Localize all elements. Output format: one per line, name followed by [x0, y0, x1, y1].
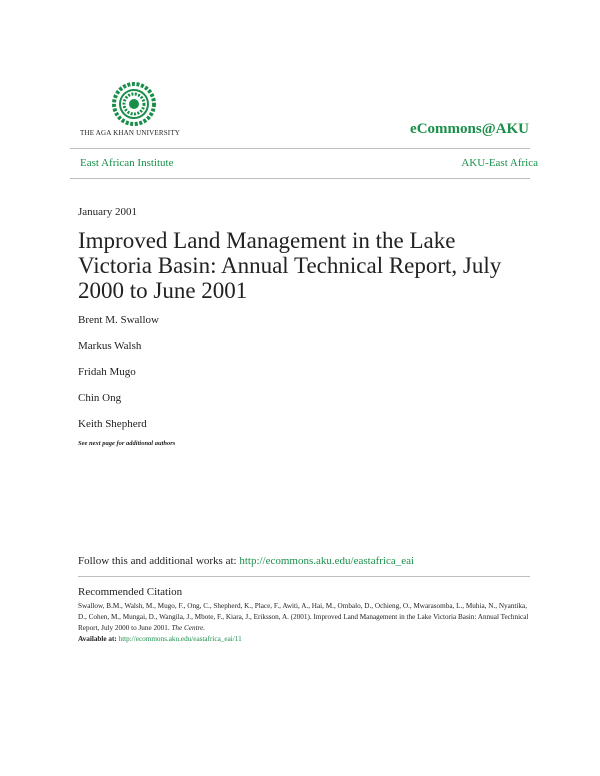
institute-link[interactable]: East African Institute — [80, 157, 174, 169]
citation-journal: The Centre. — [171, 624, 206, 632]
university-logo — [80, 82, 190, 138]
author-item: Fridah Mugo — [78, 366, 136, 378]
citation-text — [78, 601, 530, 645]
author-item: Chin Ong — [78, 392, 122, 404]
divider — [70, 148, 530, 149]
university-name: THE AGA KHAN UNIVERSITY — [80, 129, 181, 137]
author-item: Markus Walsh — [78, 340, 142, 352]
available-link[interactable]: http://ecommons.aku.edu/eastafrica_eai/11 — [118, 635, 242, 643]
divider — [70, 178, 530, 179]
follow-text: Follow this and additional works at: — [78, 555, 237, 567]
author-item: Brent M. Swallow — [78, 314, 159, 326]
collection-link[interactable]: http://ecommons.aku.edu/eastafrica_eai — [239, 555, 415, 567]
follow-line — [78, 555, 414, 567]
citation-heading: Recommended Citation — [78, 586, 183, 598]
document-title: Improved Land Management in the Lake Victoria Basin: Annual Technical Report, July 2000 to June 2001 — [78, 228, 502, 303]
available-label: Available at: — [78, 635, 117, 643]
divider — [78, 576, 530, 577]
author-list — [78, 313, 159, 443]
citation-body: Swallow, B.M., Walsh, M., Mugo, F., Ong, C., Shepherd, K., Place, F., Awiti, A., Hai, M., Ombalo, D., Ochieng, O., Mwarasomba, L., Muhia, N., Nyantika, D., Cohen, M., Mungai, D., Wangila, J., Mbote, F., Kiara, J., Eriksson, A. (2001). Improved Land Management in the Lake Victoria Basin: Annual Technical Report, July 2000 to June 2001. — [78, 602, 529, 632]
author-item: Keith Shepherd — [78, 418, 147, 430]
additional-authors-note: See next page for additional authors — [78, 440, 176, 447]
aku-emblem-icon — [112, 82, 156, 126]
publication-date: January 2001 — [78, 206, 137, 218]
campus-link[interactable]: AKU-East Africa — [461, 157, 538, 169]
ecommons-link[interactable]: eCommons@AKU — [410, 121, 529, 137]
